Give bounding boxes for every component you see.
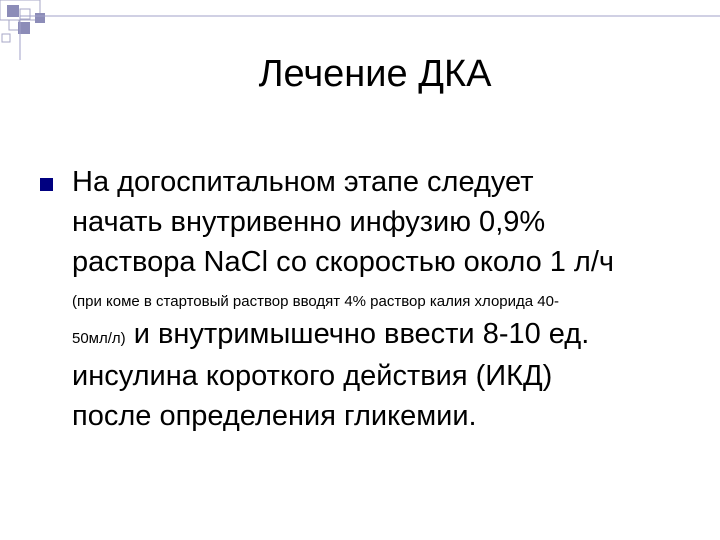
bullet-line — [72, 312, 702, 356]
bullet-line-text: и внутримышечно ввести 8-10 ед. — [125, 318, 590, 350]
bullet-note-line — [72, 282, 702, 312]
bullet-line: после определения гликемии. — [72, 400, 477, 432]
bullet-line: На догоспитальном этапе следует — [72, 166, 534, 198]
square-bullet-icon — [40, 178, 53, 191]
bullet-line: раствора NaCl со скоростью около 1 л/ч — [72, 246, 615, 278]
slide-title: Лечение ДКА — [258, 53, 492, 95]
bullet-text — [72, 162, 702, 436]
potassium-dose-note: 50мл/л) — [72, 330, 126, 347]
potassium-note: (при коме в стартовый раствор вводят 4% раствор калия хлорида 40- — [72, 293, 559, 310]
bullet-line: начать внутривенно инфузию 0,9% — [72, 206, 546, 238]
bullet-line: инсулина короткого действия (ИКД) — [72, 360, 553, 392]
